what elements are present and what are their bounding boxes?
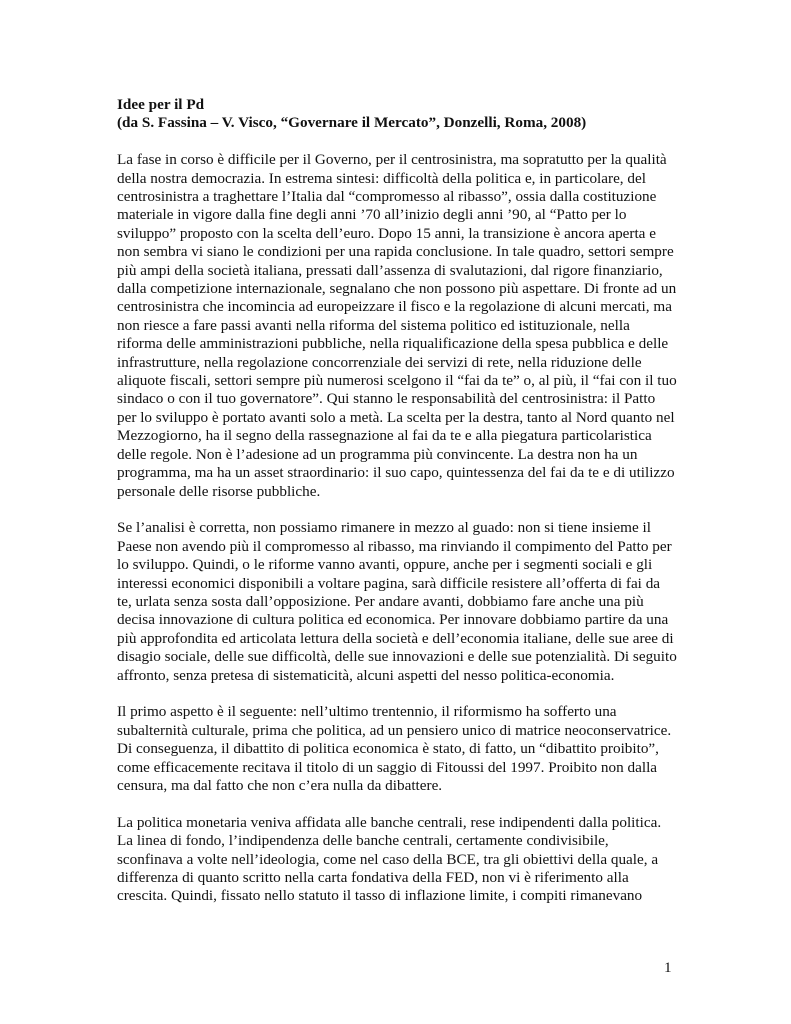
document-title: Idee per il Pd — [117, 96, 205, 113]
paragraph-1: La fase in corso è difficile per il Governo, per il centrosinistra, ma sopratutto per la qualità della nostra democrazia. In estrema sintesi: difficoltà della politica e, in particolare, del centrosinistra a traghettare l’Italia dal “compromesso al ribasso”, ossia dalla costituzione materiale in vigore dalla fine degli anni ’70 all’inizio degli anni ’90, al “Patto per lo sviluppo” proposto con la scelta dell’euro. Dopo 15 anni, la transizione è ancora aperta e non sembra vi siano le condizioni per una rapida conclusione. In tale quadro, settori sempre più ampi della società italiana, pressati dall’assenza di svalutazioni, dal rigore finanziario, dalla competizione internazionale, segnalano che non possono più aspettare. Di fronte ad un centrosinistra che incomincia ad europeizzare il fisco e la regolazione di alcuni mercati, ma non riesce a fare passi avanti nella riforma del sistema politico ed istituzionale, nella riforma delle amministrazioni pubbliche, nella riqualificazione della spesa pubblica e delle infrastrutture, nella regolazione concorrenziale dei servizi di rete, nella riduzione delle aliquote fiscali, settori sempre più numerosi scelgono il “fai da te” o, al più, il “fai con il tuo sindaco o con il tuo governatore”. Qui stanno le responsabilità del centrosinistra: il Patto per lo sviluppo è portato avanti solo a metà. La scelta per la destra, tanto al Nord quanto nel Mezzogiorno, ha il segno della rassegnazione al fai da te e alla piegatura particolaristica delle regole. Non è l’adesione ad un programma più convincente. La destra non ha un programma, ma ha un asset straordinario: il suo capo, quintessenza del fai da te e di utilizzo personale delle risorse pubbliche. — [117, 151, 677, 500]
document-source: (da S. Fassina – V. Visco, “Governare il Mercato”, Donzelli, Roma, 2008) — [117, 114, 587, 132]
paragraph-4: La politica monetaria veniva affidata alle banche centrali, rese indipendenti dalla politica. La linea di fondo, l’indipendenza delle banche centrali, certamente condivisibile, sconfinava a volte nell’ideologia, come nel caso della BCE, tra gli obiettivi della quale, a differenza di quanto scritto nella carta fondativa della FED, non vi è riferimento alla crescita. Quindi, fissato nello statuto il tasso di inflazione limite, i compiti rimanevano — [117, 813, 662, 905]
document-page — [117, 96, 677, 906]
paragraph-3: Il primo aspetto è il seguente: nell’ultimo trentennio, il riformismo ha sofferto una subalternità culturale, prima che politica, ad un pensiero unico di matrice neoconservatrice. Di conseguenza, il dibattito di politica economica è stato, di fatto, un “dibattito proibito”, come efficacemente recitava il titolo di un saggio di Fitoussi del 1997. Proibito non dalla censura, ma dal fatto che non c’era nulla da dibattere. — [117, 703, 672, 794]
paragraph-2: Se l’analisi è corretta, non possiamo rimanere in mezzo al guado: non si tiene insieme il Paese non avendo più il compromesso al ribasso, ma rinviando il compimento del Patto per lo sviluppo. Quindi, o le riforme vanno avanti, oppure, anche per i segmenti sociali e gli interessi economici disponibili a voltare pagina, sarà difficile resistere all’offerta di fai da te, urlata senza sosta dall’opposizione. Per andare avanti, dobbiamo fare anche una più decisa innovazione di cultura politica ed economica. Per innovare dobbiamo partire da una più approfondita ed articolata lettura della società e dell’economia italiane, delle sue aree di disagio sociale, delle sue difficoltà, delle sue innovazioni e delle sue potenzialità. Di seguito affronto, senza pretesa di sistematicità, alcuni aspetti del nesso politica-economia. — [117, 519, 677, 684]
page-number: 1 — [664, 959, 672, 976]
